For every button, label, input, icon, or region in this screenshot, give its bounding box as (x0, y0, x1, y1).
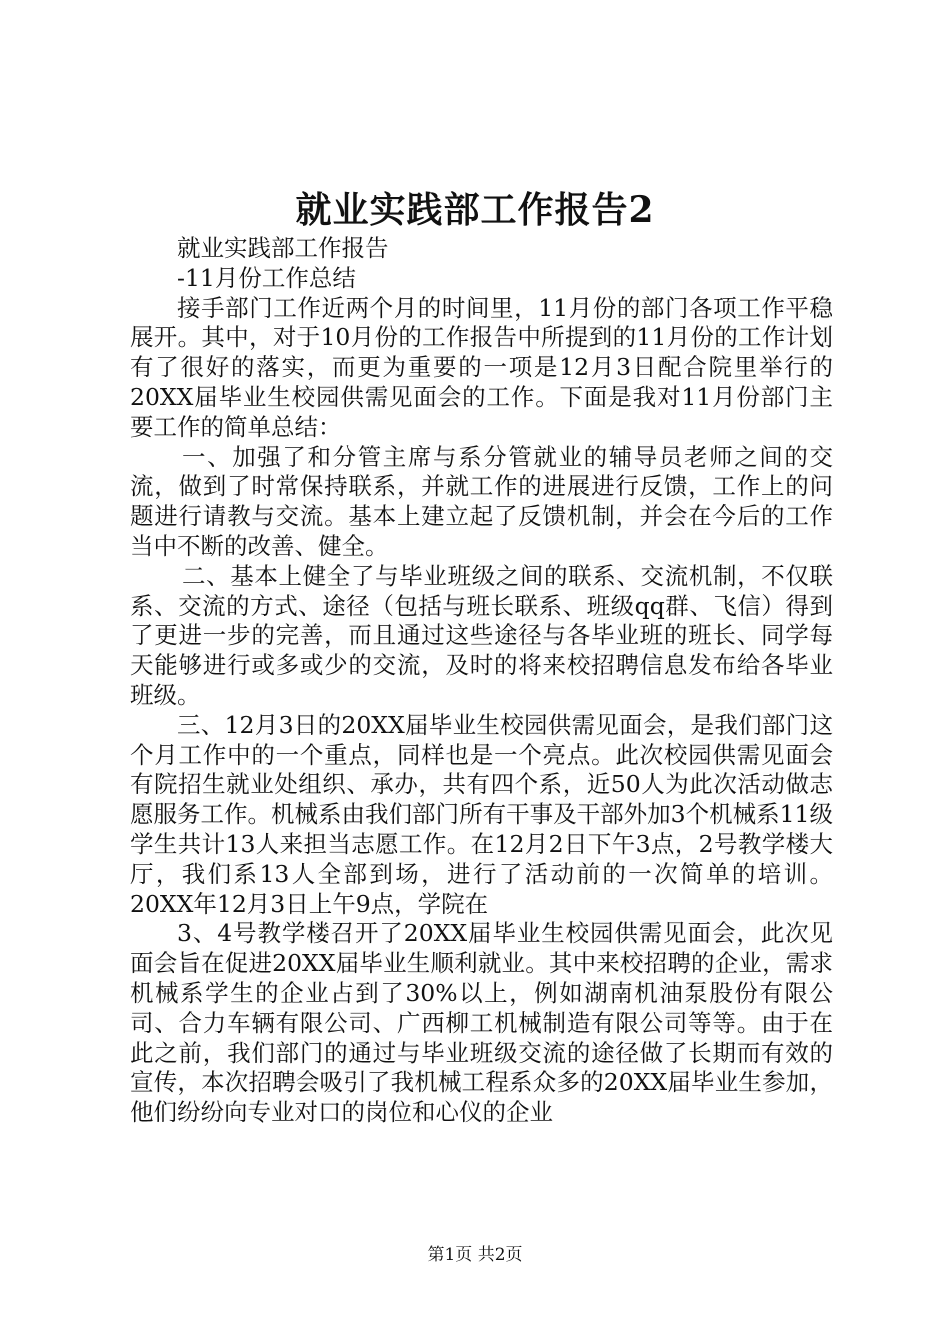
paragraph-item-1: 一、加强了和分管主席与系分管就业的辅导员老师之间的交流，做到了时常保持联系，并就工作的进展进行反馈，工作上的问题进行请教与交流。基本上建立起了反馈机制，并会在今后的工作当中不断的改善、健全。 (130, 442, 833, 560)
document-title: 就业实践部工作报告2 (295, 189, 655, 231)
document-body (130, 234, 833, 1128)
paragraph-subtitle-summary: -11月份工作总结 (177, 263, 356, 292)
paragraph-item-3-continued: 3、4号教学楼召开了20XX届毕业生校园供需见面会，此次见面会旨在促进20XX届毕业生顺利就业。其中来校招聘的企业，需求机械系学生的企业占到了30%以上，例如湖南机油泵股份有限公司、合力车辆有限公司、广西柳工机械制造有限公司等等。由于在此之前，我们部门的通过与毕业班级交流的途径做了长期而有效的宣传，本次招聘会吸引了我机械工程系众多的20XX届毕业生参加，他们纷纷向专业对口的岗位和心仪的企业 (130, 919, 833, 1127)
page-number-footer: 第1页 共2页 (427, 1245, 523, 1265)
paragraph-subtitle-report: 就业实践部工作报告 (177, 234, 389, 262)
paragraph-intro: 接手部门工作近两个月的时间里，11月份的部门各项工作平稳展开。其中，对于10月份的工作报告中所提到的11月份的工作计划有了很好的落实，而更为重要的一项是12月3日配合院里举行的20XX届毕业生校园供需见面会的工作。下面是我对11月份部门主要工作的简单总结： (130, 293, 833, 441)
paragraph-item-3: 三、12月3日的20XX届毕业生校园供需见面会，是我们部门这个月工作中的一个重点，同样也是一个亮点。此次校园供需见面会有院招生就业处组织、承办，共有四个系，近50人为此次活动做志愿服务工作。机械系由我们部门所有干事及干部外加3个机械系11级学生共计13人来担当志愿工作。在12月2日下午3点，2号教学楼大厅，我们系13人全部到场，进行了活动前的一次简单的培训。20XX年12月3日上午9点，学院在 (130, 710, 833, 918)
paragraph-item-2: 二、基本上健全了与毕业班级之间的联系、交流机制，不仅联系、交流的方式、途径（包括与班长联系、班级qq群、飞信）得到了更进一步的完善，而且通过这些途径与各毕业班的班长、同学每天能够进行或多或少的交流，及时的将来校招聘信息发布给各毕业班级。 (130, 561, 833, 709)
